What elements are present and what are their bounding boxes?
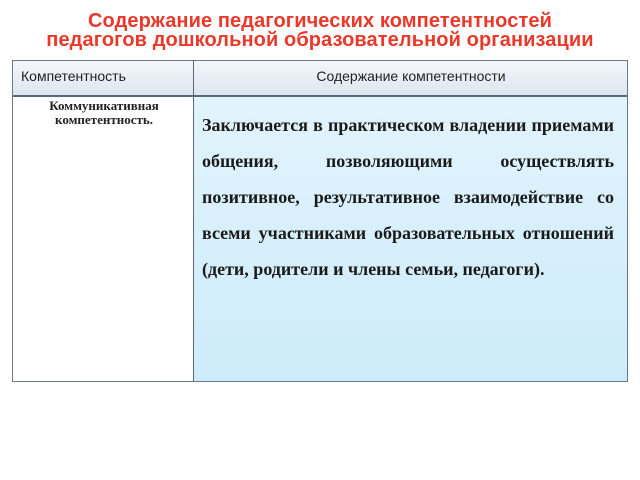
competence-table [12,60,628,382]
header-competence: Компетентность [21,68,126,84]
header-content: Содержание компетентности [316,68,506,84]
slide-title-line-1: Содержание педагогических компетентностей [88,10,552,32]
competence-description: Заключается в практическом владении приемами общения, позволяющими осуществлять позитивное, результативное взаимодействие со всеми участниками образовательных отношений (дети, родители и члены семьи, педагоги). [202,115,614,279]
table-cell-competence [13,97,193,381]
competence-name: Коммуникативная компетентность. [49,98,159,127]
table-cell-content [194,97,627,381]
slide-title-line-2: педагогов дошкольной образовательной организации [46,29,594,51]
table-header-row [13,61,627,97]
column-divider [193,61,194,381]
slide-title [0,12,640,50]
